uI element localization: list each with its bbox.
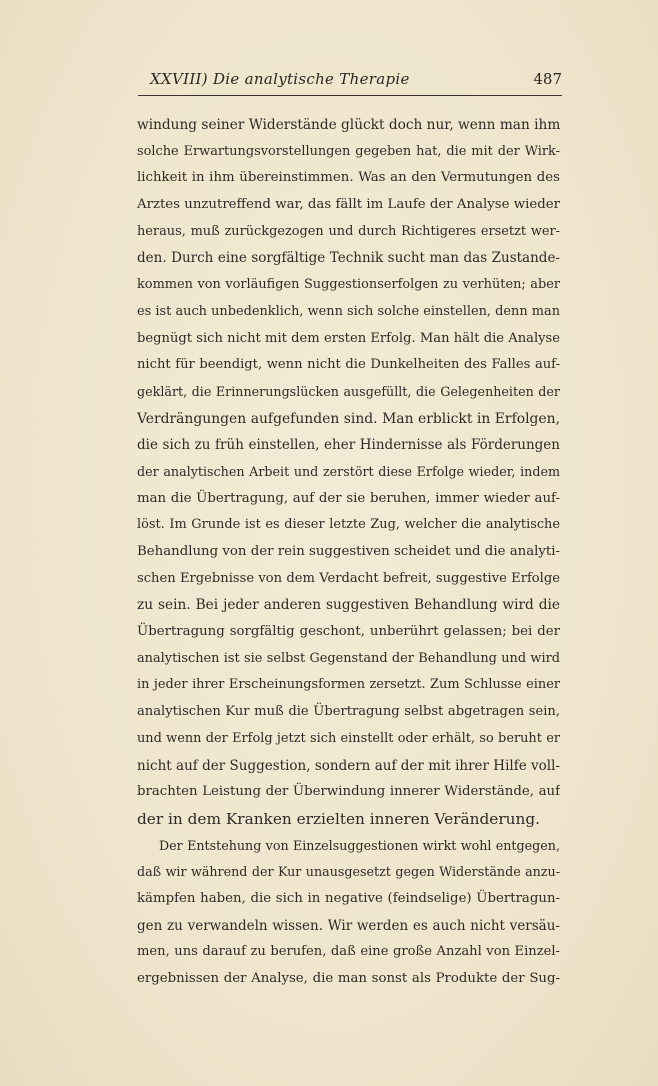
text-line: kämpfen haben, die sich in negative (feindselige) Übertragun- — [137, 890, 560, 906]
text-line: nicht auf der Suggestion, sondern auf der mit ihrer Hilfe voll- — [137, 757, 560, 774]
text-line: löst. Im Grunde ist es dieser letzte Zug, welcher die analytische — [137, 517, 560, 533]
text-line: zu sein. Bei jeder anderen suggestiven Behandlung wird die — [137, 597, 560, 614]
text-line: den. Durch eine sorgfältige Technik sucht man das Zustande- — [137, 250, 560, 267]
page-number: 487 — [533, 70, 562, 88]
text-line: heraus, muß zurückgezogen und durch Richtigeres ersetzt wer- — [137, 223, 560, 239]
text-line: in jeder ihrer Erscheinungsformen zersetzt. Zum Schlusse einer — [137, 677, 560, 693]
text-line: man die Übertragung, auf der sie beruhen, immer wieder auf- — [137, 490, 560, 506]
text-line: es ist auch unbedenklich, wenn sich solche einstellen, denn man — [137, 303, 560, 319]
text-line: nicht für beendigt, wenn nicht die Dunkelheiten des Falles auf- — [137, 357, 560, 373]
text-line: Der Entstehung von Einzelsuggestionen wirkt wohl entgegen, — [159, 837, 560, 853]
text-line: ergebnissen der Analyse, die man sonst als Produkte der Sug- — [137, 971, 560, 986]
text-line: und wenn der Erfolg jetzt sich einstellt oder erhält, so beruht er — [137, 730, 560, 746]
text-line: windung seiner Widerstände glückt doch nur, wenn man ihm — [137, 117, 560, 133]
text-line: Übertragung sorgfältig geschont, unberührt gelassen; bei der — [137, 624, 560, 640]
body-text — [137, 112, 560, 993]
text-line: kommen von vorläufigen Suggestionserfolgen zu verhüten; aber — [137, 277, 560, 293]
text-line: daß wir während der Kur unausgesetzt gegen Widerstände anzu- — [137, 864, 560, 880]
text-line: der analytischen Arbeit und zerstört diese Erfolge wieder, indem — [137, 463, 560, 479]
page-header — [138, 70, 562, 92]
text-line: die sich zu früh einstellen, eher Hindernisse als Förderungen — [137, 437, 560, 454]
paragraph-1 — [137, 112, 560, 833]
text-line: solche Erwartungsvorstellungen gegeben hat, die mit der Wirk- — [137, 143, 560, 159]
running-title: XXVIII) Die analytische Therapie — [150, 70, 410, 88]
header-rule — [138, 95, 562, 96]
text-line: gen zu verwandeln wissen. Wir werden es auch nicht versäu- — [137, 917, 560, 934]
text-line: der in dem Kranken erzielten inneren Veränderung. — [137, 809, 540, 828]
text-line: begnügt sich nicht mit dem ersten Erfolg. Man hält die Analyse — [137, 330, 560, 346]
text-line: analytischen Kur muß die Übertragung selbst abgetragen sein, — [137, 704, 560, 720]
text-line: Behandlung von der rein suggestiven scheidet und die analyti- — [137, 544, 560, 559]
text-line: brachten Leistung der Überwindung innerer Widerstände, auf — [137, 784, 560, 800]
text-line: analytischen ist sie selbst Gegenstand der Behandlung und wird — [137, 650, 560, 666]
text-line: lichkeit in ihm übereinstimmen. Was an den Vermutungen des — [137, 170, 560, 186]
text-line: Arztes unzutreffend war, das fällt im Laufe der Analyse wieder — [137, 197, 560, 213]
text-line: schen Ergebnisse von dem Verdacht befreit, suggestive Erfolge — [137, 570, 560, 586]
paragraph-2 — [137, 833, 560, 993]
text-line: men, uns darauf zu berufen, daß eine große Anzahl von Einzel- — [137, 944, 560, 960]
text-line: geklärt, die Erinnerungslücken ausgefüllt, die Gelegenheiten der — [137, 383, 560, 399]
text-line: Verdrängungen aufgefunden sind. Man erblickt in Erfolgen, — [137, 410, 560, 427]
